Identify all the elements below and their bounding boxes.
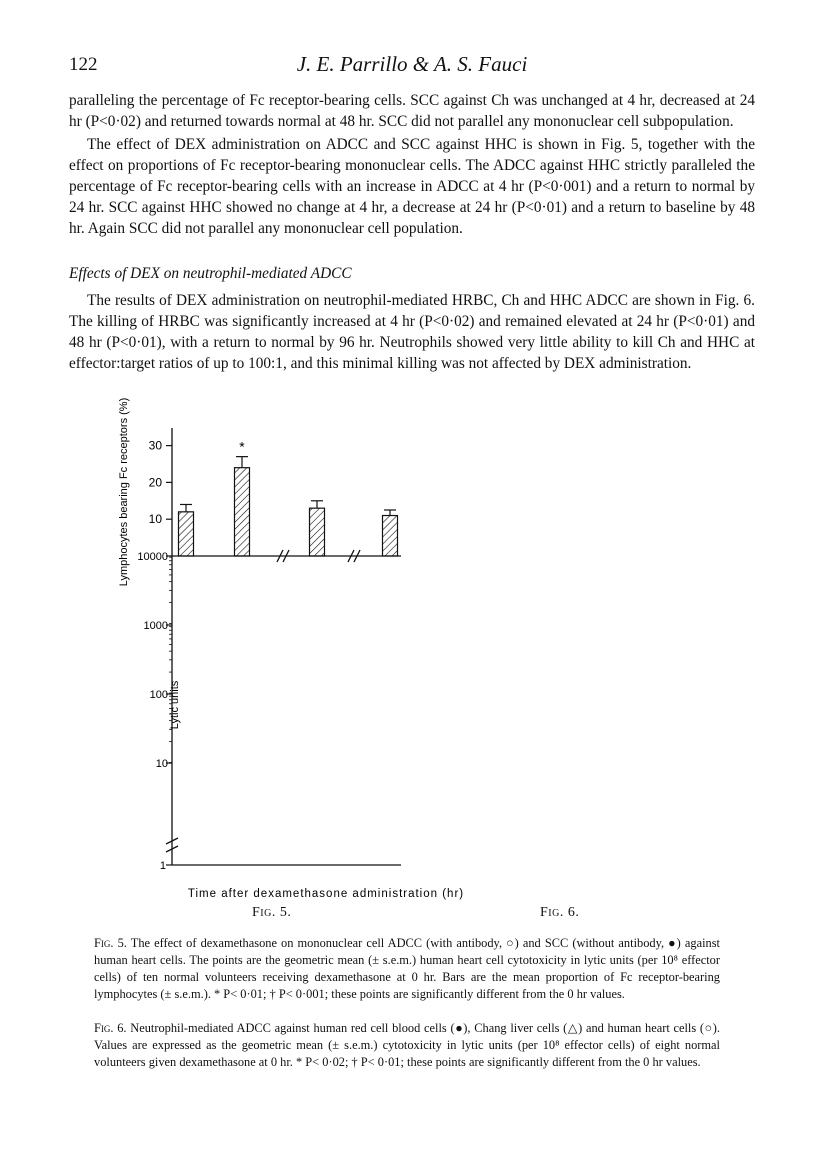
fig6-label: Fig. 6. [540,905,580,920]
page-number: 122 [69,54,98,75]
fig5-bar [235,468,250,556]
paragraph-2: The effect of DEX administration on ADCC and SCC against HHC is shown in Fig. 5, together with the effect on proportions of Fc receptor-bearing mononuclear cells. The ADCC against HHC strictly paralleled the percentage of Fc receptor-bearing cells with an increase in ADCC at 4 hr (P<0·001) and a return to normal by 24 hr. SCC against HHC showed no change at 4 hr, a decrease at 24 hr (P<0·01) and a return to baseline by 48 hr. Again SCC did not parallel any mononuclear cell population. [69,136,755,237]
x-axis-title: Time after dexamethasone administration (hr) [187,888,465,900]
caption-fig6-head: Fig. 6. [94,1021,127,1035]
caption-fig6-text: Neutrophil-mediated ADCC against human red cell blood cells (●), Chang liver cells (△) and human heart cells (○). Values are expressed as the geometric mean (± s.e.m.) cytotoxicity in lytic units (per 10⁸ effector cells) of eight normal volunteers given dexamethasone at 0 hr. * P< 0·02; † P< 0·01; these points are significantly different from the 0 hr values. [94,1021,720,1069]
fig5-y-tick-label: 100 [149,689,168,701]
fig5-y-tick-label: 10000 [137,551,168,563]
caption-fig5-text: The effect of dexamethasone on mononuclear cell ADCC (with antibody, ○) and SCC (without antibody, ●) against human heart cells. The points are the geometric mean (± s.e.m.) human heart cell cytotoxicity in lytic units (per 10⁸ effector cells) of ten normal volunteers receiving dexamethasone at 0 hr. Bars are the mean proportion of Fc receptor-bearing lymphocytes (± s.e.m.). * P< 0·01; † P< 0·001; these points are significantly different from the 0 hr values. [94,936,720,1001]
paragraph-3: The results of DEX administration on neutrophil-mediated HRBC, Ch and HHC ADCC are shown in Fig. 6. The killing of HRBC was significantly increased at 4 hr (P<0·02) and remained elevated at 24 hr (P<0·01) and 48 hr (P<0·01), with a return to normal by 96 hr. Neutrophils showed very little ability to kill Ch and HHC at effector:target ratios of up to 100:1, and this minimal killing was not affected by DEX administration. [69,292,755,372]
fig5-bar [179,512,194,556]
fig5-bar-significance: * [239,438,245,455]
paragraph-1: paralleling the percentage of Fc receptor-bearing cells. SCC against Ch was unchanged at 4 hr, decreased at 24 hr (P<0·02) and returned towards normal at 48 hr. SCC did not parallel any mononuclear cell subpopulation. [69,92,755,130]
section-heading: Effects of DEX on neutrophil-mediated ADCC [69,265,352,282]
fig5-bar-y-axis-title: Lymphocytes bearing Fc receptors (%) [118,397,130,587]
fig5-bar [310,508,325,556]
fig5-y-tick-label: 1000 [143,620,168,632]
fig5-bar [383,516,398,556]
fig5-y-axis-title: Lytic units [169,680,181,730]
fig5-bar-y-tick-label: 30 [148,438,162,453]
running-authors: J. E. Parrillo & A. S. Fauci [296,52,528,76]
fig5-y-tick-label: 10 [155,758,168,770]
caption-fig5-head: Fig. 5. [94,936,127,950]
caption-fig6 [94,1020,720,1071]
fig5-bar-y-tick-label: 10 [148,512,162,527]
fig5-y-tick-label: 1 [159,860,166,872]
caption-fig5 [94,935,720,1003]
fig5-bar-y-tick-label: 20 [148,475,162,490]
fig5-label: Fig. 5. [252,905,292,920]
